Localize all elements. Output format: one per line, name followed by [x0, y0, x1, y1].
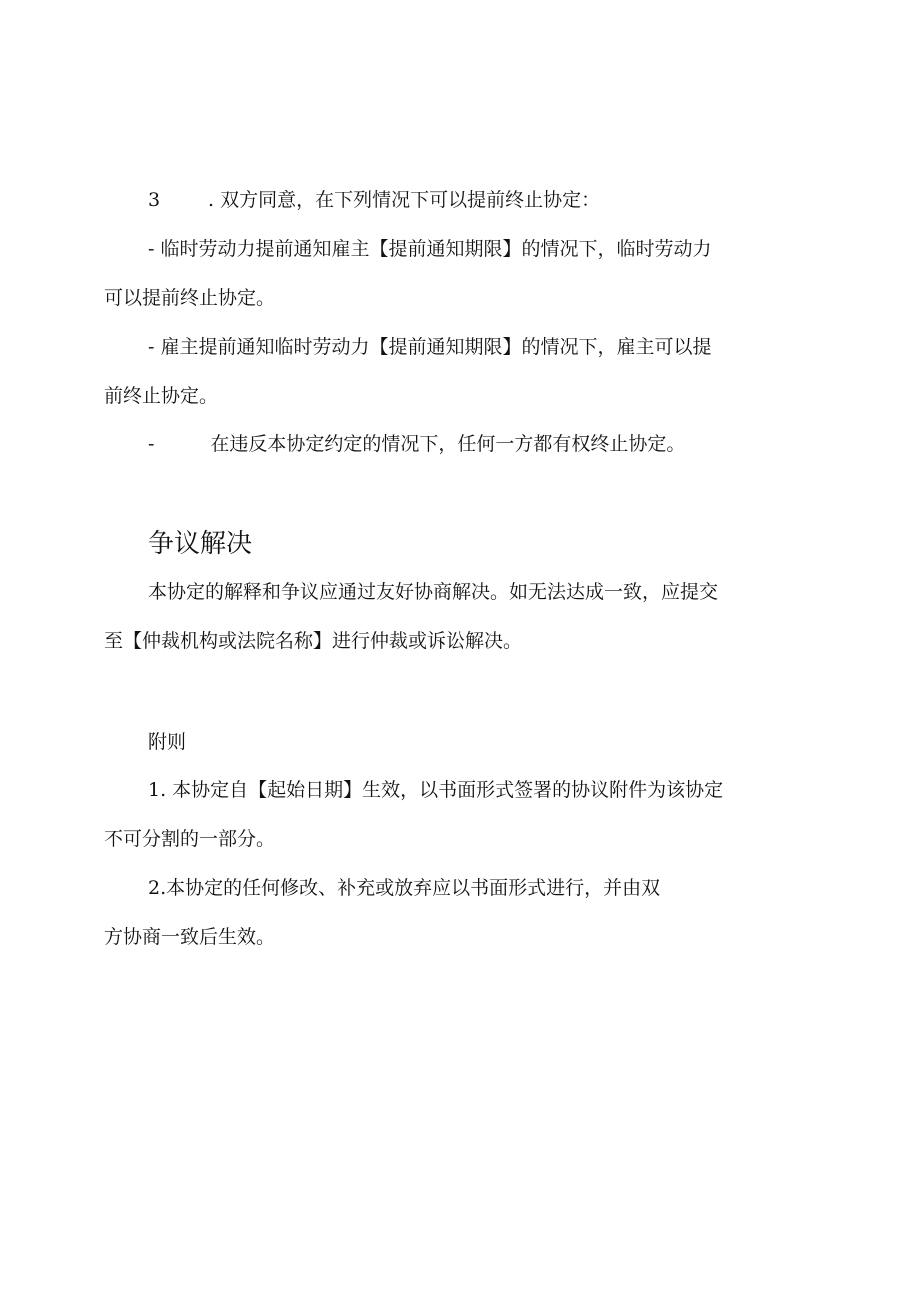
bullet2-line1: - 雇主提前通知临时劳动力【提前通知期限】的情况下，雇主可以提 [148, 336, 712, 358]
item-number: 3 [148, 189, 161, 211]
dispute-line2: 至【仲裁机构或法院名称】进行仲裁或诉讼解决。 [104, 630, 523, 652]
appendix-item2-line1: 2.本协定的任何修改、补充或放弃应以书面形式进行，并由双 [148, 877, 661, 899]
bullet2-line2: 前终止协定。 [104, 385, 219, 407]
bullet1-line1: - 临时劳动力提前通知雇主【提前通知期限】的情况下，临时劳动力 [148, 238, 712, 260]
appendix-item1-line2: 不可分割的一部分。 [104, 828, 276, 850]
bullet3-text: 在违反本协定约定的情况下，任何一方都有权终止协定。 [210, 433, 686, 455]
appendix-item2-line2: 方协商一致后生效。 [104, 926, 276, 948]
bullet3-dash: - [148, 433, 155, 455]
appendix-item1-line1: 1. 本协定自【起始日期】生效，以书面形式签署的协议附件为该协定 [148, 779, 724, 801]
dispute-line1: 本协定的解释和争议应通过友好协商解决。如无法达成一致，应提交 [148, 581, 719, 603]
dispute-heading: 争议解决 [148, 529, 253, 559]
bullet3 [148, 432, 685, 456]
bullet1-line2: 可以提前终止协定。 [104, 287, 276, 309]
appendix-heading: 附则 [148, 731, 187, 753]
termination-intro: . 双方同意，在下列情况下可以提前终止协定： [208, 189, 601, 211]
